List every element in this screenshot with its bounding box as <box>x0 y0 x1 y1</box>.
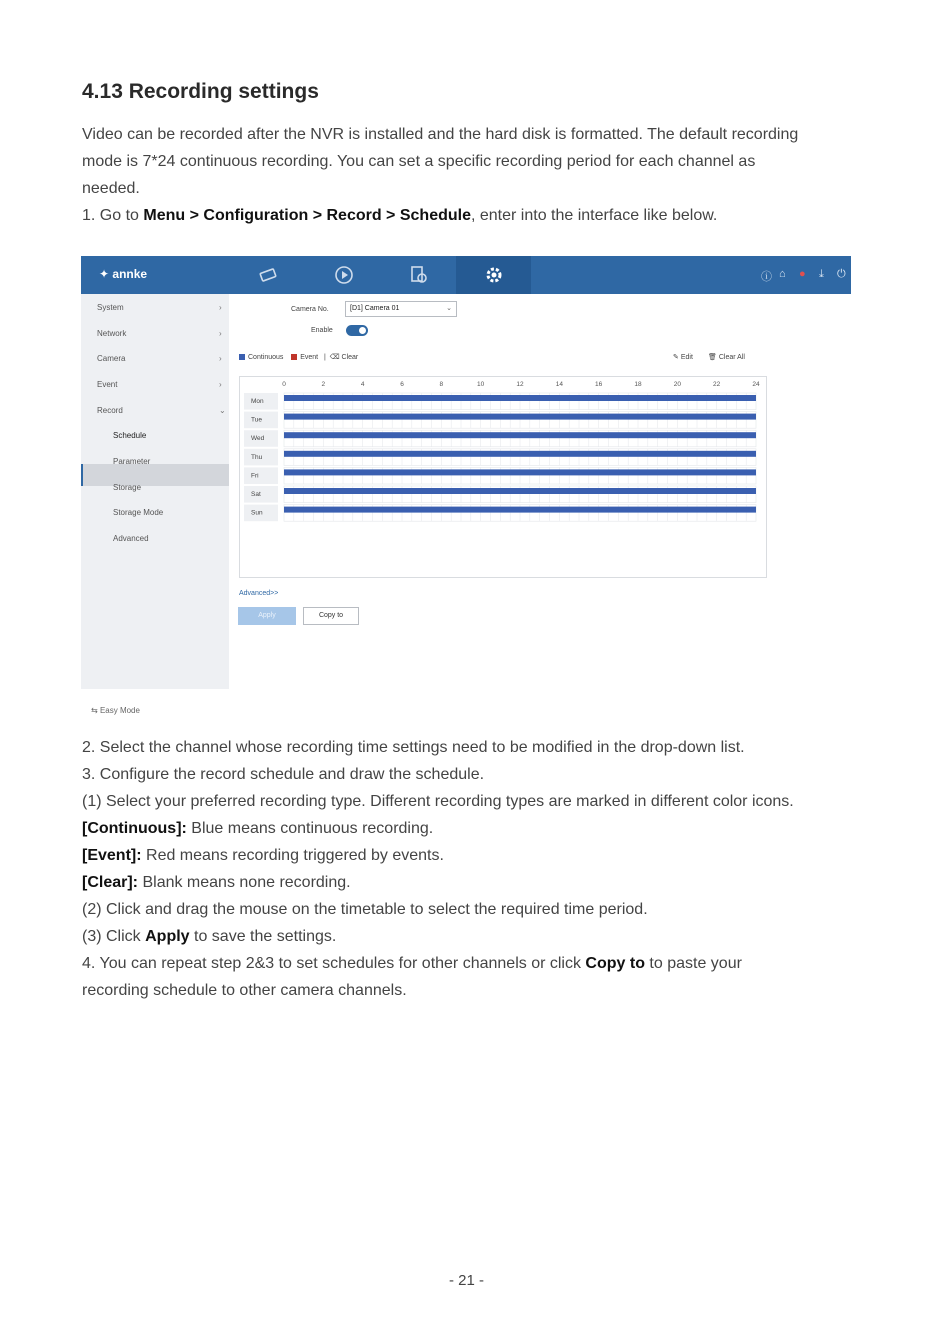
schedule-timetable[interactable] <box>240 377 766 577</box>
event-desc: Red means recording triggered by events. <box>141 847 444 864</box>
step-1 <box>82 202 882 229</box>
copy-to-button[interactable]: Copy to <box>303 607 359 625</box>
page-number: - 21 - <box>448 1272 484 1289</box>
continuous-swatch-icon <box>239 354 245 360</box>
day-label: Fri <box>251 472 259 480</box>
menu-path: Menu > Configuration > Record > Schedule <box>143 207 471 224</box>
hour-label: 8 <box>439 381 444 388</box>
camera-icon <box>259 267 279 283</box>
sidebar-subitem-advanced[interactable]: Advanced <box>113 534 149 543</box>
schedule-panel <box>229 294 851 689</box>
step-3-2: (2) Click and drag the mouse on the timetable to select the required time period. <box>82 901 648 918</box>
day-label-cell <box>244 467 278 484</box>
hour-label: 10 <box>477 381 485 388</box>
hour-label: 2 <box>321 381 326 388</box>
hour-label: 14 <box>555 381 563 388</box>
event-swatch-icon <box>291 354 297 360</box>
step-3-3-prefix: (3) Click <box>82 928 146 945</box>
hour-label: 4 <box>360 381 365 388</box>
search-tab[interactable] <box>381 256 456 294</box>
hour-label: 18 <box>634 381 642 388</box>
step-4-prefix: 4. You can repeat step 2&3 to set schedules for other channels or click <box>82 955 586 972</box>
camera-tab[interactable] <box>231 256 306 294</box>
clear-description <box>82 869 882 896</box>
logo-text: annke <box>112 267 148 281</box>
hour-label: 6 <box>400 381 404 388</box>
clear-all-button[interactable] <box>708 353 745 361</box>
chevron-right-icon: › <box>219 329 222 338</box>
trash-icon: 🗑 <box>708 354 717 361</box>
edit-button[interactable] <box>673 353 693 361</box>
continuous-label: Continuous <box>248 354 284 361</box>
step-3: 3. Configure the record schedule and draw the schedule. <box>82 766 485 783</box>
clear-option[interactable] <box>330 354 359 361</box>
info-icon[interactable]: ⓘ <box>761 271 772 283</box>
search-icon <box>409 265 429 285</box>
copy-to-term: Copy to <box>585 955 645 972</box>
settings-icon <box>484 265 504 285</box>
day-label: Sun <box>251 509 263 517</box>
intro-line-2: mode is 7*24 continuous recording. You can set a specific recording period for each channel as <box>82 153 756 170</box>
day-label: Sat <box>251 491 261 498</box>
sidebar-item-event[interactable]: Event <box>97 380 118 389</box>
record-type-legend: Continuous Event | ⌫ Clear <box>239 353 358 361</box>
continuous-bar[interactable] <box>284 395 756 401</box>
enable-toggle[interactable] <box>346 325 368 336</box>
event-label: Event <box>300 354 319 361</box>
power-icon[interactable]: ⏻ <box>837 268 846 280</box>
sidebar-item-network[interactable]: Network <box>97 329 127 338</box>
easy-mode-link[interactable] <box>91 706 140 715</box>
advanced-link[interactable]: Advanced>> <box>239 590 279 597</box>
step-4 <box>82 950 882 977</box>
sidebar-active-highlight <box>81 464 231 486</box>
chevron-right-icon: › <box>219 354 222 363</box>
schedule-grid[interactable] <box>239 376 767 578</box>
event-term: [Event]: <box>82 847 142 864</box>
brand-logo <box>99 267 147 281</box>
easy-mode-label: Easy Mode <box>99 706 140 715</box>
day-label: Wed <box>251 435 265 443</box>
day-label: Mon <box>251 398 264 405</box>
continuous-bar[interactable] <box>284 451 756 457</box>
camera-no-label: Camera No. <box>291 306 329 313</box>
event-description <box>82 842 882 869</box>
intro-line-1: Video can be recorded after the NVR is installed and the hard disk is formatted. The default recording <box>82 126 799 143</box>
event-option[interactable] <box>291 354 318 361</box>
hour-label: 0 <box>282 381 286 388</box>
day-label: Tue <box>251 416 262 424</box>
hour-label: 24 <box>752 381 760 388</box>
step-4-suffix: to paste your <box>644 955 742 972</box>
step-3-3-suffix: to save the settings. <box>189 928 337 945</box>
chevron-down-icon: ⌄ <box>219 406 226 415</box>
eraser-icon: ⌫ <box>329 354 340 361</box>
sidebar-item-record[interactable]: Record <box>97 406 123 415</box>
nvr-screenshot <box>81 256 851 715</box>
top-navigation-bar <box>81 256 851 294</box>
chevron-right-icon: › <box>219 380 222 389</box>
chevron-right-icon: › <box>219 303 222 312</box>
day-label-cell <box>244 486 278 503</box>
sidebar-subitem-parameter[interactable]: Parameter <box>113 457 151 466</box>
clear-term: [Clear]: <box>82 874 139 891</box>
alarm-icon[interactable]: ● <box>799 268 806 280</box>
step-2: 2. Select the channel whose recording time settings need to be modified in the drop-down list. <box>82 739 745 756</box>
playback-icon <box>334 265 354 285</box>
step-1-suffix: , enter into the interface like below. <box>470 207 718 224</box>
apply-term: Apply <box>145 928 190 945</box>
clear-label: Clear <box>341 354 359 361</box>
continuous-bar[interactable] <box>284 488 756 494</box>
step-4-line-2: recording schedule to other camera channels. <box>82 982 407 999</box>
download-icon[interactable]: ⤓ <box>819 268 824 280</box>
hour-label: 22 <box>713 381 721 388</box>
hour-label: 20 <box>673 381 681 388</box>
chevron-down-icon: ⌄ <box>446 305 452 312</box>
playback-tab[interactable] <box>306 256 381 294</box>
step-3-3 <box>82 923 882 950</box>
intro-line-3: needed. <box>82 180 140 197</box>
logo-mark-icon: ✦ <box>99 267 110 281</box>
day-label: Thu <box>251 453 263 461</box>
sidebar-subitem-storage-mode[interactable]: Storage Mode <box>113 508 164 517</box>
continuous-description <box>82 815 882 842</box>
apply-button[interactable]: Apply <box>238 607 296 625</box>
continuous-bar[interactable] <box>284 507 756 513</box>
continuous-bar[interactable] <box>284 414 756 420</box>
camera-select[interactable] <box>345 301 457 317</box>
step-1-prefix: 1. Go to <box>82 207 144 224</box>
sidebar-item-system[interactable]: System <box>97 303 124 312</box>
hour-label: 12 <box>516 381 524 388</box>
sidebar-item-camera[interactable]: Camera <box>97 354 126 363</box>
continuous-bar[interactable] <box>284 469 756 475</box>
step-3-1: (1) Select your preferred recording type. Different recording types are marked in different color icons. <box>82 793 794 810</box>
pencil-icon: ✎ <box>673 354 679 361</box>
continuous-option[interactable] <box>239 354 283 361</box>
clear-all-label: Clear All <box>718 354 745 361</box>
home-icon[interactable]: ⌂ <box>779 268 786 280</box>
swap-icon: ⇆ <box>91 706 98 715</box>
camera-select-value: [D1] Camera 01 <box>350 305 400 312</box>
sidebar-subitem-schedule[interactable]: Schedule <box>113 431 147 440</box>
sidebar <box>81 294 229 715</box>
sidebar-subitem-storage[interactable]: Storage <box>113 483 142 492</box>
hour-label: 16 <box>595 381 603 388</box>
section-heading: 4.13 Recording settings <box>82 80 319 103</box>
edit-label: Edit <box>680 354 693 361</box>
continuous-desc: Blue means continuous recording. <box>186 820 434 837</box>
clear-desc: Blank means none recording. <box>138 874 351 891</box>
settings-tab[interactable] <box>456 256 531 294</box>
continuous-bar[interactable] <box>284 432 756 438</box>
enable-label: Enable <box>311 327 333 334</box>
continuous-term: [Continuous]: <box>82 820 187 837</box>
